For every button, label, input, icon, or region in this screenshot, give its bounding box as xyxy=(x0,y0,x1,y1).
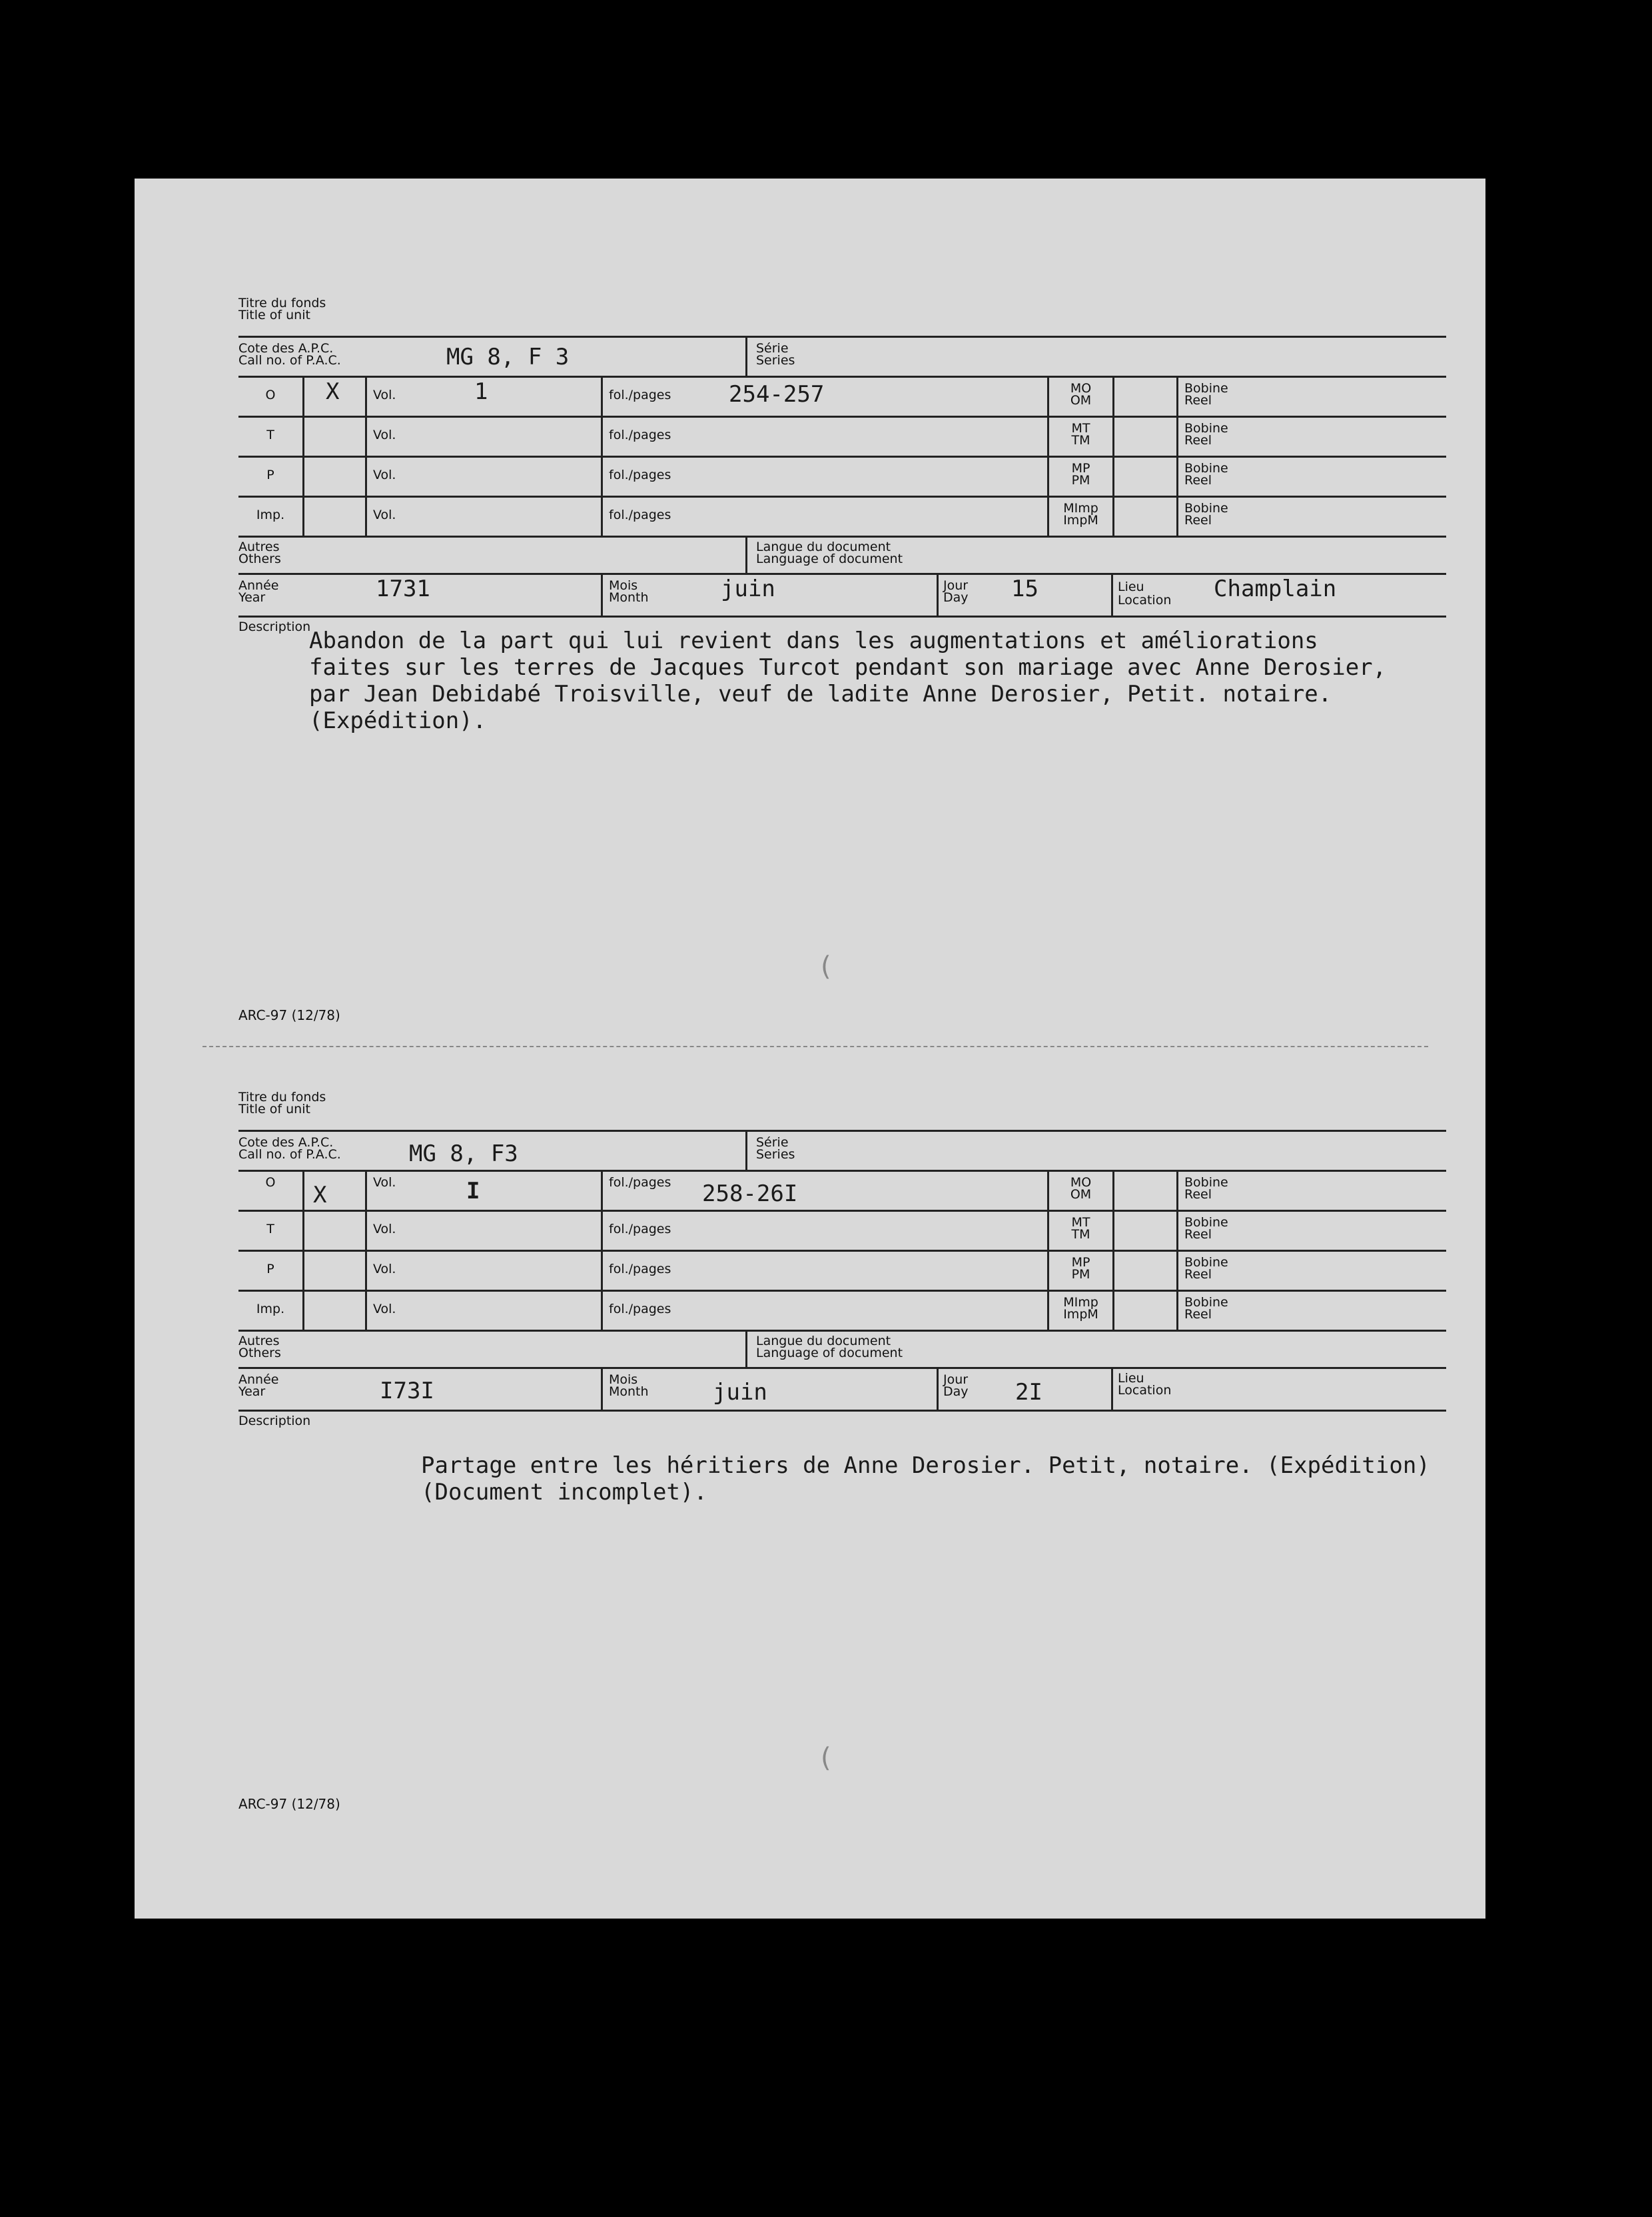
rule xyxy=(238,456,1446,458)
call-number: MG 8, F3 xyxy=(409,1140,518,1167)
title-label-en: Title of unit xyxy=(238,1102,310,1116)
o-check-mark: X xyxy=(326,378,340,405)
bobine-label: Bobine xyxy=(1184,1295,1228,1310)
vol-label: Vol. xyxy=(373,1222,396,1236)
smudge-mark: ( xyxy=(821,1743,831,1773)
vol-label: Vol. xyxy=(373,468,396,482)
language-label-en: Language of document xyxy=(756,1346,903,1360)
om-label: OM xyxy=(1070,1187,1092,1202)
day-value: 15 xyxy=(1011,576,1038,602)
divider xyxy=(1111,573,1113,616)
divider xyxy=(745,1330,747,1367)
record-form-2 xyxy=(135,973,1485,1812)
year-label-fr: Année xyxy=(238,1372,279,1387)
row-label-o: O xyxy=(265,388,276,402)
vol-label: Vol. xyxy=(373,428,396,442)
divider xyxy=(745,336,747,376)
pages-label: fol./pages xyxy=(609,1262,671,1276)
location-label-en: Location xyxy=(1118,593,1172,608)
rule xyxy=(238,1170,1446,1172)
series-label-en: Series xyxy=(756,353,795,368)
bobine-label: Bobine xyxy=(1184,501,1228,516)
location-value: Champlain xyxy=(1214,576,1337,602)
year-value: I73I xyxy=(380,1378,434,1404)
o-check-mark: X xyxy=(313,1182,327,1208)
month-value: juin xyxy=(713,1379,767,1406)
rule xyxy=(238,1367,1446,1369)
reel-label: Reel xyxy=(1184,513,1212,528)
rule xyxy=(238,376,1446,378)
impm-label: ImpM xyxy=(1063,1307,1098,1322)
vol-label: Vol. xyxy=(373,1302,396,1316)
vol-label: Vol. xyxy=(373,388,396,402)
others-label-fr: Autres xyxy=(238,540,280,554)
rule xyxy=(238,1130,1446,1132)
record-form-1 xyxy=(135,179,1485,1023)
divider xyxy=(365,1170,367,1330)
divider xyxy=(601,1367,603,1410)
row-label-o: O xyxy=(265,1175,276,1190)
reel-label: Reel xyxy=(1184,1267,1212,1282)
divider xyxy=(1112,1170,1114,1330)
call-label-fr: Cote des A.P.C. xyxy=(238,341,334,356)
bobine-label: Bobine xyxy=(1184,381,1228,396)
reel-label: Reel xyxy=(1184,1307,1212,1322)
form-number: ARC-97 (12/78) xyxy=(238,1007,340,1023)
rule xyxy=(238,1330,1446,1332)
form-number: ARC-97 (12/78) xyxy=(238,1796,340,1812)
month-label-en: Month xyxy=(609,590,649,605)
bobine-label: Bobine xyxy=(1184,1175,1228,1190)
rule xyxy=(238,1410,1446,1412)
bobine-label: Bobine xyxy=(1184,1215,1228,1230)
description-text: Partage entre les héritiers de Anne Derosier. Petit, notaire. (Expédition) (Document incomplet). xyxy=(421,1452,1430,1506)
pm-label: PM xyxy=(1071,473,1090,488)
bobine-label: Bobine xyxy=(1184,1255,1228,1270)
call-label-en: Call no. of P.A.C. xyxy=(238,353,341,368)
call-number: MG 8, F 3 xyxy=(446,344,570,370)
mimp-label: MImp xyxy=(1063,501,1098,516)
location-label-en: Location xyxy=(1118,1383,1172,1398)
divider xyxy=(1176,376,1178,536)
pages-label: fol./pages xyxy=(609,428,671,442)
day-label-en: Day xyxy=(943,590,969,605)
pages-label: fol./pages xyxy=(609,468,671,482)
call-label-en: Call no. of P.A.C. xyxy=(238,1147,341,1162)
day-value: 2I xyxy=(1015,1379,1042,1406)
day-label-fr: Jour xyxy=(943,1372,969,1387)
divider xyxy=(1176,1170,1178,1330)
vol-label: Vol. xyxy=(373,1175,396,1190)
rule xyxy=(238,1290,1446,1292)
divider xyxy=(365,376,367,536)
reel-label: Reel xyxy=(1184,473,1212,488)
call-label-fr: Cote des A.P.C. xyxy=(238,1135,334,1150)
divider xyxy=(937,1367,939,1410)
mp-label: MP xyxy=(1071,1255,1090,1270)
day-label-en: Day xyxy=(943,1384,969,1399)
vol-label: Vol. xyxy=(373,508,396,522)
pages-label: fol./pages xyxy=(609,388,671,402)
bobine-label: Bobine xyxy=(1184,421,1228,436)
others-label-en: Others xyxy=(238,1346,281,1360)
row-label-imp: Imp. xyxy=(256,508,285,522)
pages-label: fol./pages xyxy=(609,508,671,522)
month-label-en: Month xyxy=(609,1384,649,1399)
language-label-en: Language of document xyxy=(756,552,903,566)
series-label-en: Series xyxy=(756,1147,795,1162)
divider xyxy=(601,573,603,616)
pages-value: 254-257 xyxy=(729,381,825,408)
mp-label: MP xyxy=(1071,461,1090,476)
rule xyxy=(238,536,1446,538)
pages-label: fol./pages xyxy=(609,1175,671,1190)
rule xyxy=(238,336,1446,338)
row-label-p: P xyxy=(266,468,274,482)
divider xyxy=(745,1130,747,1170)
reel-label: Reel xyxy=(1184,393,1212,408)
mimp-label: MImp xyxy=(1063,1295,1098,1310)
year-label-en: Year xyxy=(238,590,266,605)
month-value: juin xyxy=(721,576,775,602)
vol-value: 1 xyxy=(474,378,488,405)
month-label-fr: Mois xyxy=(609,1372,638,1387)
mo-label: MO xyxy=(1070,381,1092,396)
row-label-t: T xyxy=(266,1222,274,1236)
location-label-fr: Lieu xyxy=(1118,1371,1144,1386)
divider xyxy=(302,1170,304,1330)
pages-value: 258-26I xyxy=(702,1180,798,1207)
month-label-fr: Mois xyxy=(609,578,638,593)
mo-label: MO xyxy=(1070,1175,1092,1190)
title-label-fr: Titre du fonds xyxy=(238,296,326,310)
pm-label: PM xyxy=(1071,1267,1090,1282)
rule xyxy=(238,1250,1446,1252)
reel-label: Reel xyxy=(1184,1187,1212,1202)
language-label-fr: Langue du document xyxy=(756,540,891,554)
day-label-fr: Jour xyxy=(943,578,969,593)
rule xyxy=(238,573,1446,575)
mt-label: MT xyxy=(1071,421,1090,436)
others-label-en: Others xyxy=(238,552,281,566)
description-label: Description xyxy=(238,620,311,634)
reel-label: Reel xyxy=(1184,433,1212,448)
divider xyxy=(601,376,603,536)
row-label-imp: Imp. xyxy=(256,1302,285,1316)
series-label-fr: Série xyxy=(756,1135,789,1150)
divider xyxy=(1112,376,1114,536)
year-label-en: Year xyxy=(238,1384,266,1399)
rule xyxy=(238,616,1446,618)
divider xyxy=(601,1170,603,1330)
smudge-mark: ( xyxy=(821,951,831,982)
rule xyxy=(238,1210,1446,1212)
vol-value: I xyxy=(466,1178,480,1204)
tm-label: TM xyxy=(1071,433,1090,448)
divider xyxy=(302,376,304,536)
others-label-fr: Autres xyxy=(238,1334,280,1348)
divider xyxy=(937,573,939,616)
divider xyxy=(1111,1367,1113,1410)
row-label-t: T xyxy=(266,428,274,442)
document-sheet xyxy=(135,179,1485,1919)
year-value: 1731 xyxy=(376,576,430,602)
year-label-fr: Année xyxy=(238,578,279,593)
title-label-fr: Titre du fonds xyxy=(238,1090,326,1105)
vol-label: Vol. xyxy=(373,1262,396,1276)
impm-label: ImpM xyxy=(1063,513,1098,528)
language-label-fr: Langue du document xyxy=(756,1334,891,1348)
title-label-en: Title of unit xyxy=(238,308,310,322)
row-label-p: P xyxy=(266,1262,274,1276)
om-label: OM xyxy=(1070,393,1092,408)
mt-label: MT xyxy=(1071,1215,1090,1230)
divider xyxy=(745,536,747,573)
reel-label: Reel xyxy=(1184,1227,1212,1242)
location-label-fr: Lieu xyxy=(1118,580,1144,594)
pages-label: fol./pages xyxy=(609,1302,671,1316)
pages-label: fol./pages xyxy=(609,1222,671,1236)
description-label: Description xyxy=(238,1414,311,1428)
tm-label: TM xyxy=(1071,1227,1090,1242)
rule xyxy=(238,416,1446,418)
bobine-label: Bobine xyxy=(1184,461,1228,476)
series-label-fr: Série xyxy=(756,341,789,356)
description-text: Abandon de la part qui lui revient dans les augmentations et améliorations faites sur les terres de Jacques Turcot pendant son mariage avec Anne Derosier, par Jean Debidabé Troisville, veuf de ladite Anne Derosier, Petit. notaire. (Expédition). xyxy=(309,628,1387,734)
rule xyxy=(238,496,1446,498)
